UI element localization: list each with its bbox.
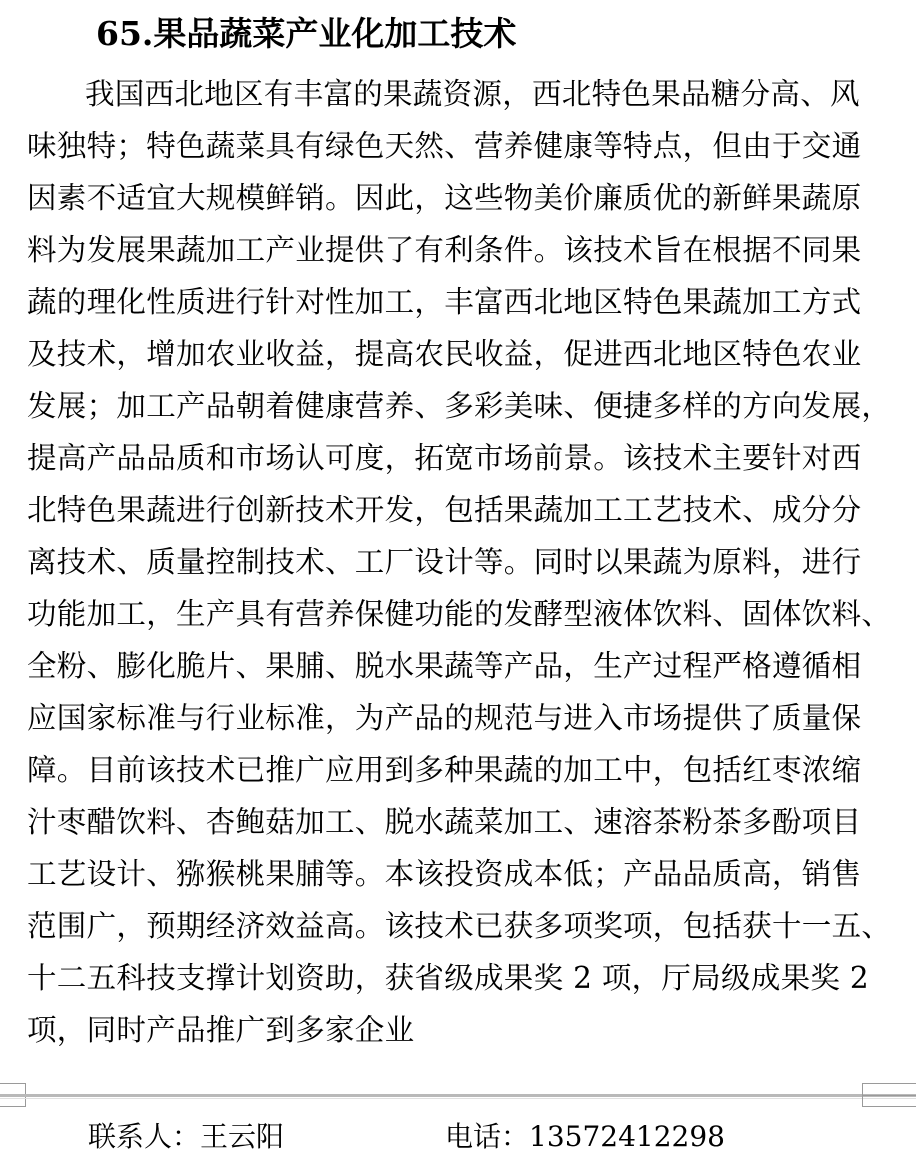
paragraph-line: 北特色果蔬进行创新技术开发，包括果蔬加工工艺技术、成分分 bbox=[27, 493, 862, 527]
page-break-divider-shadow bbox=[0, 1098, 916, 1099]
paragraph-line: 障。目前该技术已推广应用到多种果蔬的加工中，包括红枣浓缩 bbox=[27, 753, 862, 787]
paragraph-line: 及技术，增加农业收益，提高农民收益，促进西北地区特色农业 bbox=[27, 337, 862, 371]
contact-phone-number: 13572412298 bbox=[529, 1120, 725, 1153]
page-break-divider bbox=[0, 1094, 916, 1097]
paragraph-line: 汁枣醋饮料、杏鲍菇加工、脱水蔬菜加工、速溶茶粉茶多酚项目 bbox=[27, 805, 862, 839]
paragraph-line: 因素不适宜大规模鲜销。因此，这些物美价廉质优的新鲜果蔬原 bbox=[27, 181, 862, 215]
paragraph-line: 提高产品品质和市场认可度，拓宽市场前景。该技术主要针对西 bbox=[27, 441, 862, 475]
contact-phone bbox=[445, 1117, 725, 1157]
paragraph-line: 我国西北地区有丰富的果蔬资源，西北特色果品糖分高、风 bbox=[85, 77, 860, 111]
page-margin-marker-right bbox=[862, 1083, 916, 1107]
paragraph-line: 味独特；特色蔬菜具有绿色天然、营养健康等特点，但由于交通 bbox=[27, 129, 862, 163]
section-title: 65.果品蔬菜产业化加工技术 bbox=[96, 14, 517, 53]
contact-person bbox=[88, 1117, 284, 1157]
paragraph-line: 蔬的理化性质进行针对性加工，丰富西北地区特色果蔬加工方式 bbox=[27, 285, 862, 319]
paragraph-line: 发展；加工产品朝着健康营养、多彩美味、便捷多样的方向发展， bbox=[27, 389, 892, 423]
body-paragraph bbox=[27, 68, 892, 1056]
contact-person-label: 联系人： bbox=[88, 1120, 201, 1153]
paragraph-line: 离技术、质量控制技术、工厂设计等。同时以果蔬为原料，进行 bbox=[27, 545, 862, 579]
paragraph-line: 料为发展果蔬加工产业提供了有利条件。该技术旨在根据不同果 bbox=[27, 233, 862, 267]
paragraph-line: 全粉、膨化脆片、果脯、脱水果蔬等产品，生产过程严格遵循相 bbox=[27, 649, 862, 683]
paragraph-line: 项，同时产品推广到多家企业 bbox=[27, 1013, 415, 1047]
contact-person-name: 王云阳 bbox=[200, 1120, 285, 1153]
paragraph-line: 十二五科技支撑计划资助，获省级成果奖 2 项，厅局级成果奖 2 bbox=[27, 961, 869, 995]
paragraph-line: 功能加工，生产具有营养保健功能的发酵型液体饮料、固体饮料、 bbox=[27, 597, 892, 631]
paragraph-line: 范围广，预期经济效益高。该技术已获多项奖项，包括获十一五、 bbox=[27, 909, 892, 943]
paragraph-line: 工艺设计、猕猴桃果脯等。本该投资成本低；产品品质高，销售 bbox=[27, 857, 862, 891]
contact-phone-label: 电话： bbox=[445, 1120, 530, 1153]
paragraph-line: 应国家标准与行业标准，为产品的规范与进入市场提供了质量保 bbox=[27, 701, 862, 735]
